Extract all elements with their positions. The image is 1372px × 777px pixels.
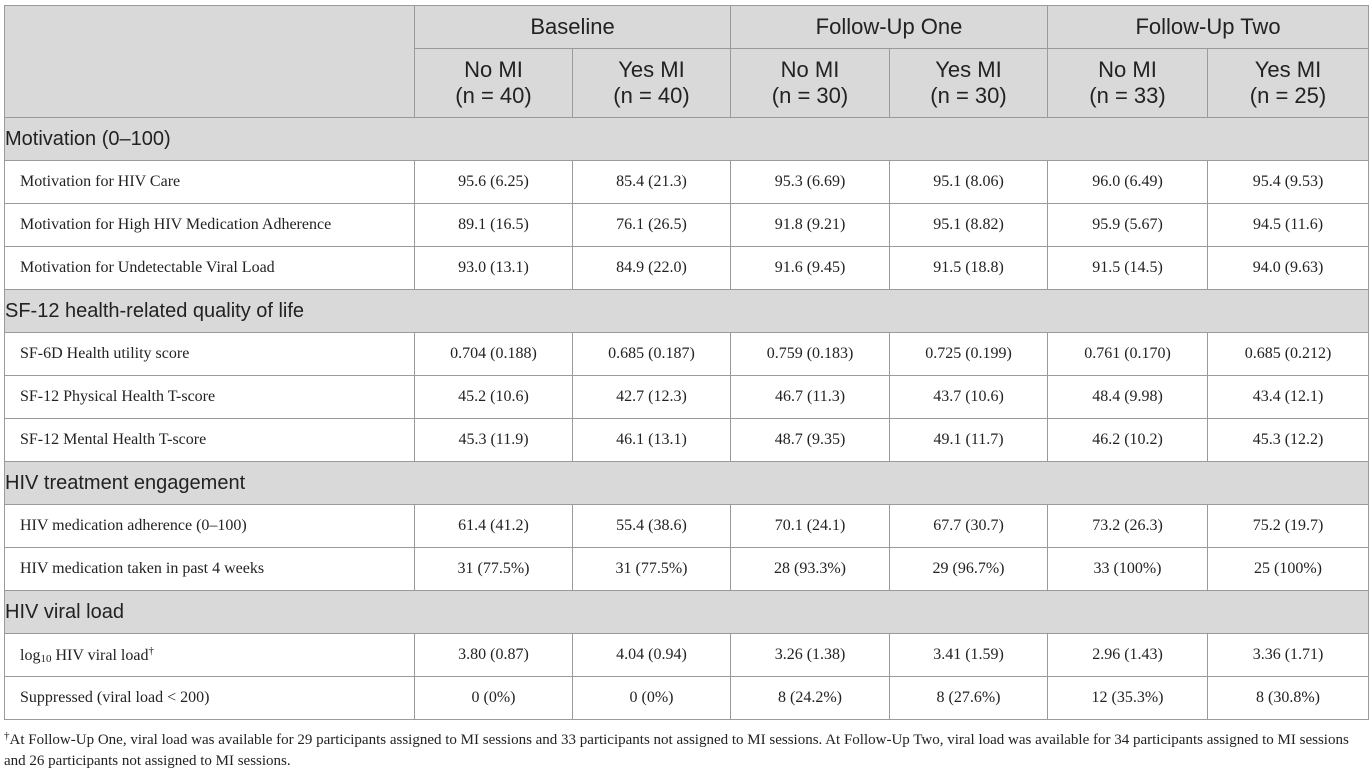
- column-header: [731, 49, 890, 118]
- table-row: [5, 247, 1369, 290]
- table-cell: 84.9 (22.0): [573, 247, 731, 290]
- row-label: Suppressed (viral load < 200): [5, 677, 415, 720]
- table-cell: 94.5 (11.6): [1208, 204, 1369, 247]
- table-row: [5, 634, 1369, 677]
- table-cell: 89.1 (16.5): [415, 204, 573, 247]
- table-cell: 85.4 (21.3): [573, 161, 731, 204]
- table-cell: 70.1 (24.1): [731, 505, 890, 548]
- table-cell: 61.4 (41.2): [415, 505, 573, 548]
- table-cell: 43.4 (12.1): [1208, 376, 1369, 419]
- table-cell: 45.2 (10.6): [415, 376, 573, 419]
- table-cell: 28 (93.3%): [731, 548, 890, 591]
- row-label: HIV medication adherence (0–100): [5, 505, 415, 548]
- table-cell: 8 (30.8%): [1208, 677, 1369, 720]
- table-cell: 0.759 (0.183): [731, 333, 890, 376]
- column-header: [415, 49, 573, 118]
- column-header: [890, 49, 1048, 118]
- column-header: [1208, 49, 1369, 118]
- table-cell: 3.41 (1.59): [890, 634, 1048, 677]
- column-name: Yes MI: [618, 57, 685, 82]
- row-label-log-base: 10: [40, 653, 52, 665]
- table-cell: 73.2 (26.3): [1048, 505, 1208, 548]
- section-title: SF-12 health-related quality of life: [5, 290, 1369, 333]
- table-cell: 3.36 (1.71): [1208, 634, 1369, 677]
- table-row: [5, 419, 1369, 462]
- table-cell: 8 (27.6%): [890, 677, 1048, 720]
- row-label-log: log: [20, 647, 41, 664]
- section-title: Motivation (0–100): [5, 118, 1369, 161]
- table-row: [5, 204, 1369, 247]
- table-cell: 45.3 (11.9): [415, 419, 573, 462]
- row-label: HIV medication taken in past 4 weeks: [5, 548, 415, 591]
- table-cell: 31 (77.5%): [415, 548, 573, 591]
- results-table: [4, 5, 1369, 720]
- footnote-dagger: †: [4, 730, 10, 742]
- column-name: No MI: [464, 57, 523, 82]
- table-row: [5, 548, 1369, 591]
- table-cell: 49.1 (11.7): [890, 419, 1048, 462]
- column-n: (n = 30): [930, 83, 1007, 108]
- table-row: [5, 161, 1369, 204]
- row-label: SF-12 Physical Health T-score: [5, 376, 415, 419]
- column-header: [1048, 49, 1208, 118]
- section-title: HIV viral load: [5, 591, 1369, 634]
- table-cell: 95.6 (6.25): [415, 161, 573, 204]
- column-n: (n = 40): [455, 83, 532, 108]
- table-cell: 48.7 (9.35): [731, 419, 890, 462]
- table-cell: 46.7 (11.3): [731, 376, 890, 419]
- table-cell: 95.3 (6.69): [731, 161, 890, 204]
- table-cell: 91.5 (14.5): [1048, 247, 1208, 290]
- row-label: Motivation for Undetectable Viral Load: [5, 247, 415, 290]
- table-cell: 91.5 (18.8): [890, 247, 1048, 290]
- table-cell: 42.7 (12.3): [573, 376, 731, 419]
- section-row-treatment-engagement: [5, 462, 1369, 505]
- table-cell: 43.7 (10.6): [890, 376, 1048, 419]
- section-row-motivation: [5, 118, 1369, 161]
- section-title: HIV treatment engagement: [5, 462, 1369, 505]
- table-cell: 33 (100%): [1048, 548, 1208, 591]
- table-cell: 0 (0%): [415, 677, 573, 720]
- table-cell: 0.725 (0.199): [890, 333, 1048, 376]
- table-cell: 93.0 (13.1): [415, 247, 573, 290]
- table-cell: 46.2 (10.2): [1048, 419, 1208, 462]
- section-row-viral-load: [5, 591, 1369, 634]
- table-cell: 0.704 (0.188): [415, 333, 573, 376]
- table-cell: 0.761 (0.170): [1048, 333, 1208, 376]
- table-cell: 0 (0%): [573, 677, 731, 720]
- table-cell: 95.4 (9.53): [1208, 161, 1369, 204]
- table-cell: 8 (24.2%): [731, 677, 890, 720]
- row-label: Motivation for High HIV Medication Adherence: [5, 204, 415, 247]
- section-row-sf12: [5, 290, 1369, 333]
- footnote-marker: †: [148, 645, 154, 657]
- column-header: [573, 49, 731, 118]
- table-cell: 95.9 (5.67): [1048, 204, 1208, 247]
- column-n: (n = 33): [1089, 83, 1166, 108]
- table-cell: 95.1 (8.82): [890, 204, 1048, 247]
- table-cell: 12 (35.3%): [1048, 677, 1208, 720]
- footnote-text: At Follow-Up One, viral load was available for 29 participants assigned to MI sessions and 33 participants not assigned to MI sessions. At Follow-Up Two, viral load was available for 34 participants assigned to MI sessions and 26 participants not assigned to MI sessions.: [4, 732, 1349, 769]
- group-header-row: [5, 6, 1369, 49]
- table-cell: 67.7 (30.7): [890, 505, 1048, 548]
- header-corner: [5, 6, 415, 118]
- column-name: No MI: [780, 57, 840, 82]
- table-cell: 76.1 (26.5): [573, 204, 731, 247]
- table-row: [5, 677, 1369, 720]
- table-cell: 25 (100%): [1208, 548, 1369, 591]
- row-label: [5, 634, 415, 677]
- table-cell: 91.8 (9.21): [731, 204, 890, 247]
- column-n: (n = 30): [771, 83, 849, 108]
- table-cell: 48.4 (9.98): [1048, 376, 1208, 419]
- group-header-baseline: Baseline: [415, 6, 731, 49]
- table-cell: 29 (96.7%): [890, 548, 1048, 591]
- table-row: [5, 505, 1369, 548]
- table-cell: 0.685 (0.187): [573, 333, 731, 376]
- column-name: No MI: [1098, 57, 1157, 82]
- table-cell: 45.3 (12.2): [1208, 419, 1369, 462]
- column-name: Yes MI: [935, 57, 1002, 82]
- group-header-follow-up-two: Follow-Up Two: [1048, 6, 1369, 49]
- group-header-follow-up-one: Follow-Up One: [731, 6, 1048, 49]
- table-cell: 2.96 (1.43): [1048, 634, 1208, 677]
- table-row: [5, 376, 1369, 419]
- row-label: Motivation for HIV Care: [5, 161, 415, 204]
- table-cell: 95.1 (8.06): [890, 161, 1048, 204]
- table-cell: 75.2 (19.7): [1208, 505, 1369, 548]
- table-footnote: [4, 726, 1368, 772]
- row-label: SF-12 Mental Health T-score: [5, 419, 415, 462]
- column-n: (n = 25): [1249, 83, 1327, 108]
- table-row: [5, 333, 1369, 376]
- table-cell: 0.685 (0.212): [1208, 333, 1369, 376]
- column-n: (n = 40): [613, 83, 690, 108]
- table-cell: 96.0 (6.49): [1048, 161, 1208, 204]
- table-cell: 91.6 (9.45): [731, 247, 890, 290]
- row-label: SF-6D Health utility score: [5, 333, 415, 376]
- table-cell: 3.26 (1.38): [731, 634, 890, 677]
- table-cell: 46.1 (13.1): [573, 419, 731, 462]
- table-cell: 31 (77.5%): [573, 548, 731, 591]
- row-label-main: HIV viral load: [51, 647, 149, 664]
- table-cell: 4.04 (0.94): [573, 634, 731, 677]
- table-cell: 94.0 (9.63): [1208, 247, 1369, 290]
- column-name: Yes MI: [1254, 57, 1322, 82]
- table-cell: 55.4 (38.6): [573, 505, 731, 548]
- table-cell: 3.80 (0.87): [415, 634, 573, 677]
